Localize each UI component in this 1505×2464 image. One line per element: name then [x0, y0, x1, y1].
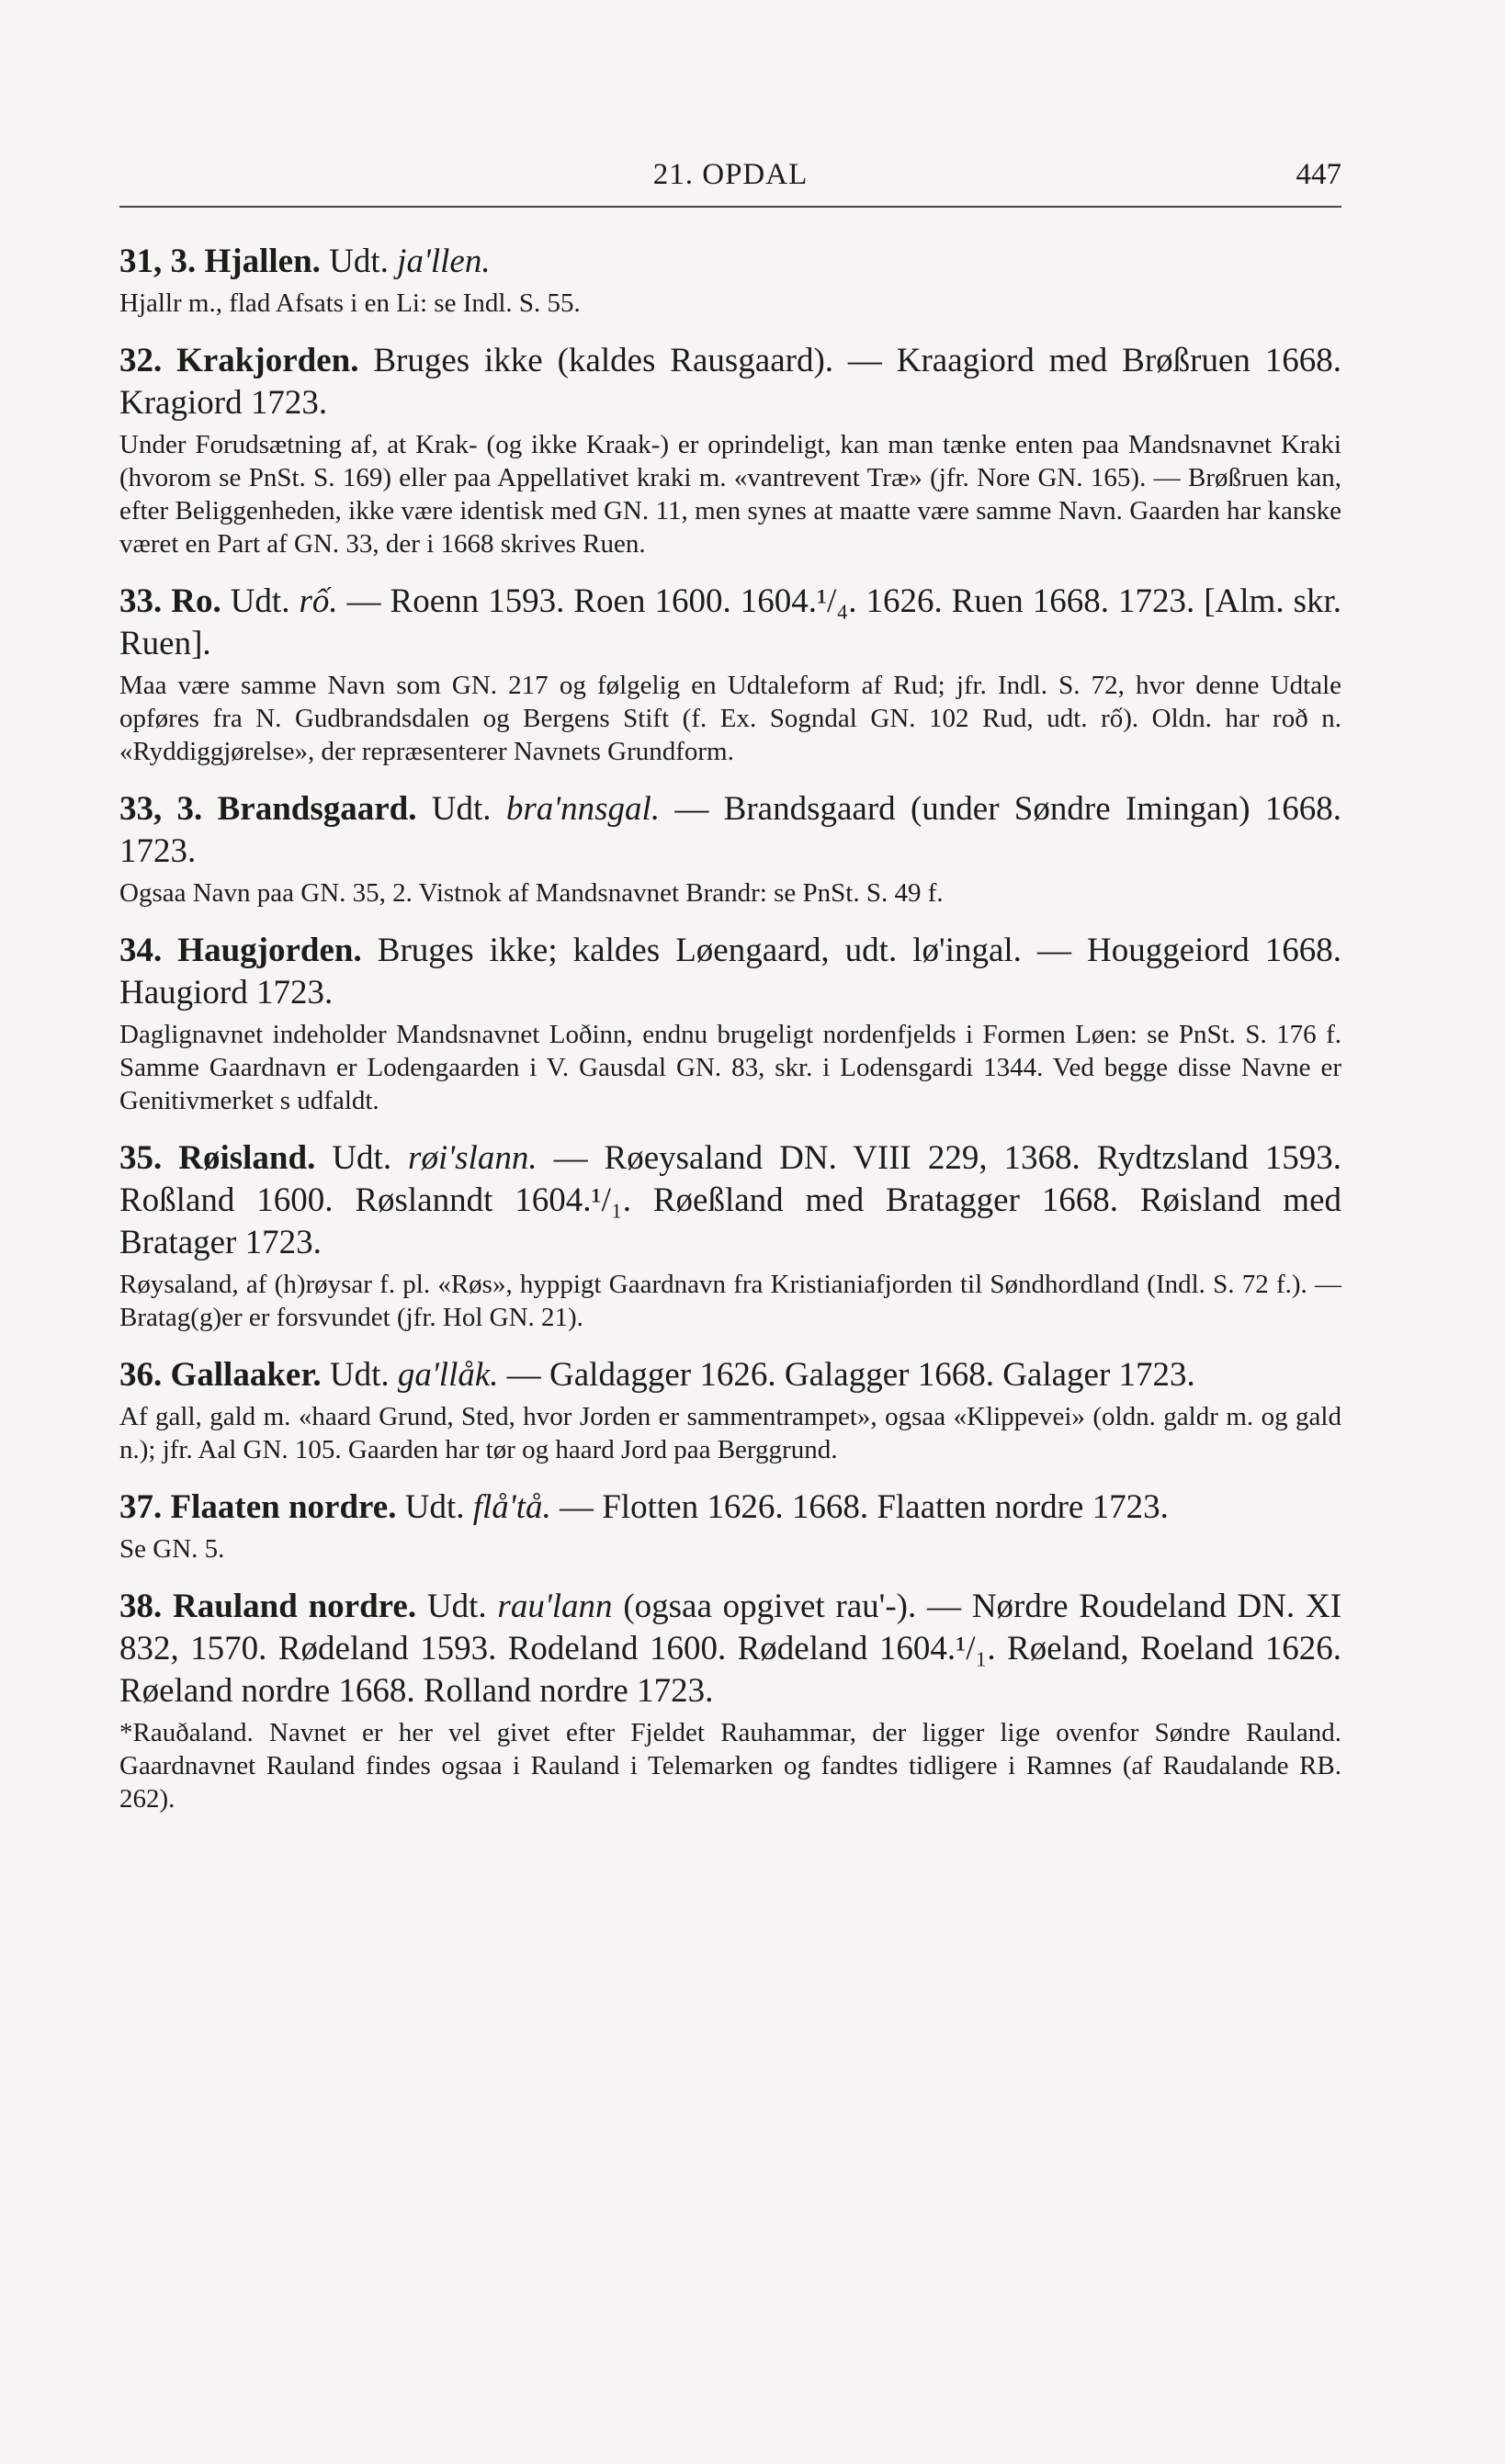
entry-heading [119, 930, 1341, 1014]
page-number: 447 [1296, 158, 1341, 191]
entry-number: 38. [119, 1588, 163, 1625]
gaard-entry [119, 1137, 1341, 1334]
entry-commentary: Hjallr m., flad Afsats i en Li: se Indl. S. 55. [119, 288, 581, 318]
farm-name: Krakjorden. [176, 342, 359, 379]
entry-commentary: Ogsaa Navn paa GN. 35, 2. Vistnok af Mandsnavnet Brandr: se PnSt. S. 49 f. [119, 878, 944, 908]
pronunciation-label: Udt. [404, 1488, 465, 1526]
farm-name: Røisland. [178, 1139, 316, 1177]
farm-name: Gallaaker. [170, 1356, 322, 1394]
entry-heading [119, 1486, 1341, 1529]
historical-forms: — Roenn 1593. Roen 1600. 1604.¹/₄. 1626. Ruen 1668. 1723. [Alm. skr. Ruen]. [119, 582, 1341, 662]
gaard-entry [119, 1354, 1341, 1466]
entry-heading [119, 1354, 1341, 1396]
farm-name: Hjallen. [204, 243, 321, 280]
historical-forms: — Galdagger 1626. Galagger 1668. Galager 1723. [506, 1356, 1195, 1394]
gaard-entry [119, 581, 1341, 768]
entry-number: 36. [119, 1356, 163, 1394]
entry-heading [119, 788, 1341, 873]
entry-commentary: Røysaland, af (h)røysar f. pl. «Røs», hyppigt Gaardnavn fra Kristianiafjorden til Søndhordland (Indl. S. 72 f.). — Bratag(g)er er forsvundet (jfr. Hol GN. 21). [119, 1270, 1341, 1332]
historical-forms: Bruges ikke; kaldes Løengaard, udt. lø'ingal. — Houggeiord 1668. Haugiord 1723. [119, 932, 1342, 1012]
farm-name: Brandsgaard. [217, 790, 417, 828]
historical-forms: Bruges ikke (kaldes Rausgaard). — Kraagiord med Brøßruen 1668. Kragiord 1723. [119, 342, 1341, 422]
pronunciation-label: Udt. [329, 243, 389, 280]
entry-number: 37. [119, 1488, 163, 1526]
entry-commentary: Af gall, gald m. «haard Grund, Sted, hvor Jorden er sammentrampet», ogsaa «Klippevei» (oldn. galdr m. og gald n.); jfr. Aal GN. 105. Gaarden har tør og haard Jord paa Berggrund. [119, 1402, 1341, 1464]
entry-heading [119, 1137, 1341, 1264]
pronunciation-label: Udt. [329, 1356, 390, 1394]
running-title: 21. OPDAL [652, 158, 809, 191]
pronunciation: ga'llåk. [397, 1356, 499, 1394]
entry-commentary: Maa være samme Navn som GN. 217 og følgelig en Udtaleform af Rud; jfr. Indl. S. 72, hvor denne Udtale opføres fra N. Gudbrandsdalen og Bergens Stift (f. Ex. Sogndal GN. 102 Rud, udt. rố). Oldn. har roð n. «Ryddiggjørelse», der repræsenterer Navnets Grundform. [119, 671, 1341, 766]
entry-number: 31, 3. [119, 243, 197, 280]
pronunciation-label: Udt. [332, 1139, 392, 1177]
pronunciation-label: Udt. [426, 1588, 487, 1625]
pronunciation: rố. [299, 582, 338, 620]
gaard-entry [119, 930, 1341, 1117]
entry-heading [119, 241, 1341, 283]
page [119, 158, 1341, 1836]
pronunciation: rau'lann [497, 1588, 613, 1625]
pronunciation-label: Udt. [431, 790, 492, 828]
entry-heading [119, 581, 1341, 665]
entry-number: 33. [119, 582, 163, 620]
gaard-entry [119, 788, 1341, 910]
pronunciation: bra'nnsgal. [505, 790, 661, 828]
gaard-entry [119, 1586, 1341, 1815]
gaard-entry [119, 1486, 1341, 1565]
entry-commentary: Se GN. 5. [119, 1534, 225, 1564]
entry-number: 35. [119, 1139, 163, 1177]
gaard-entry [119, 241, 1341, 320]
historical-forms: — Flotten 1626. 1668. Flaatten nordre 1723. [559, 1488, 1169, 1526]
historical-forms: (ogsaa opgivet rau'-). — Nørdre Roudeland DN. XI 832, 1570. Rødeland 1593. Rodeland 1600. Rødeland 1604.¹/₁. Røeland, Roeland 1626. Røeland nordre 1668. Rolland nordre 1723. [119, 1588, 1342, 1710]
entry-heading [119, 340, 1341, 424]
historical-forms: — Brandsgaard (under Søndre Imingan) 1668. 1723. [119, 790, 1342, 870]
pronunciation: flå'tå. [472, 1488, 551, 1526]
header-rule [119, 206, 1341, 208]
farm-name: Haugjorden. [177, 932, 362, 969]
entry-commentary: Under Forudsætning af, at Krak- (og ikke Kraak-) er oprindeligt, kan man tænke enten paa Mandsnavnet Kraki (hvorom se PnSt. S. 169) eller paa Appellativet kraki m. «vantrevent Træ» (jfr. Nore GN. 165). — Brøßruen kan, efter Beliggenheden, ikke være identisk med GN. 11, men synes at maatte være samme Navn. Gaarden har kanske været en Part af GN. 33, der i 1668 skrives Ruen. [119, 430, 1341, 559]
page-header [119, 158, 1341, 213]
historical-forms: — Røeysaland DN. VIII 229, 1368. Rydtzsland 1593. Roßland 1600. Røslanndt 1604.¹/₁. Røeßland med Bratagger 1668. Røisland med Bratager 1723. [119, 1139, 1342, 1261]
gaard-entry [119, 340, 1341, 560]
pronunciation-label: Udt. [230, 582, 290, 620]
entry-number: 32. [119, 342, 163, 379]
pronunciation: ja'llen. [397, 243, 491, 280]
entry-number: 34. [119, 932, 163, 969]
pronunciation: røi'slann. [408, 1139, 538, 1177]
entry-commentary: Daglignavnet indeholder Mandsnavnet Loðinn, endnu brugeligt nordenfjelds i Formen Løen: se PnSt. S. 176 f. Samme Gaardnavn er Lodengaarden i V. Gausdal GN. 83, skr. i Lodensgardi 1344. Ved begge disse Navne er Genitivmerket s udfaldt. [119, 1020, 1341, 1115]
entry-number: 33, 3. [119, 790, 203, 828]
entry-list [119, 241, 1341, 1815]
farm-name: Ro. [171, 582, 221, 620]
farm-name: Flaaten nordre. [170, 1488, 397, 1526]
entry-commentary: *Rauðaland. Navnet er her vel givet efter Fjeldet Rauhammar, der ligger lige ovenfor Søndre Rauland. Gaardnavnet Rauland findes ogsaa i Rauland i Telemarken og fandtes tidligere i Ramnes (af Raudalande RB. 262). [119, 1718, 1341, 1814]
farm-name: Rauland nordre. [173, 1588, 417, 1625]
entry-heading [119, 1586, 1341, 1712]
